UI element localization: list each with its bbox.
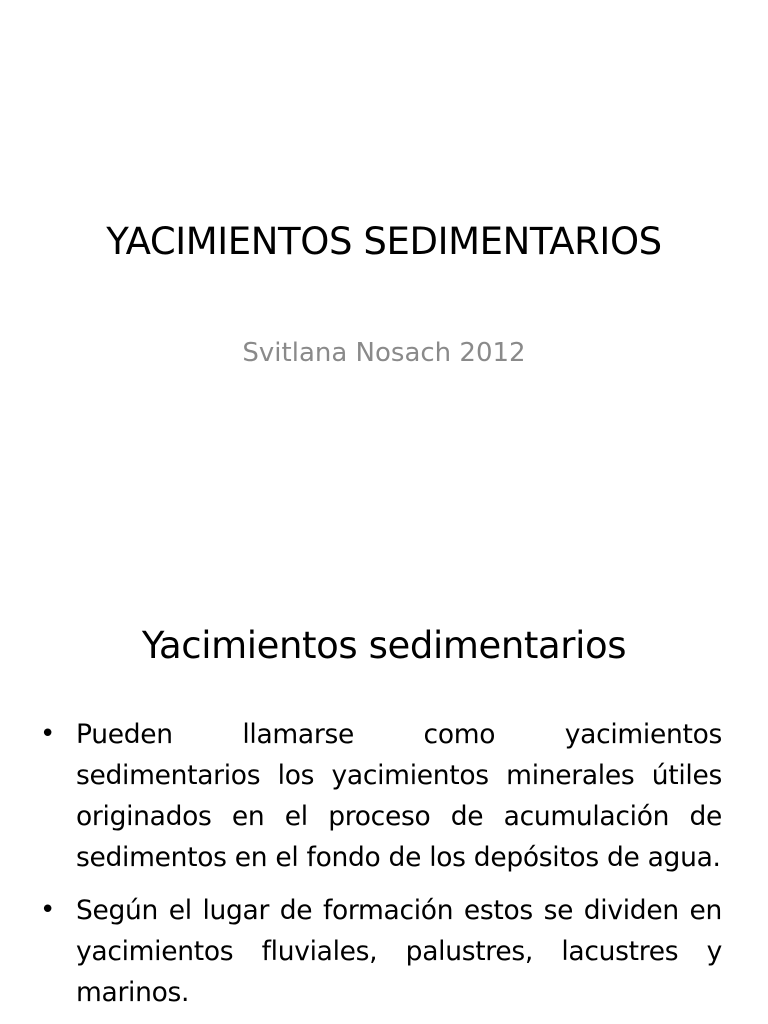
bullet-text: Según el lugar de formación estos se dividen en yacimientos fluviales, palustres, lacustres y marinos. (76, 895, 722, 1008)
content-slide (0, 576, 768, 1024)
bullet-icon: • (40, 895, 56, 925)
bullet-text: Pueden llamarse como yacimientos sedimentarios los yacimientos minerales útiles originados en el proceso de acumulación de sedimentos en el fondo de los depósitos de agua. (76, 719, 722, 873)
bullet-item (40, 890, 722, 1013)
bullet-list (40, 714, 722, 1024)
bullet-icon: • (40, 719, 56, 749)
slide-title: Yacimientos sedimentarios (141, 624, 627, 667)
bullet-item (40, 714, 722, 878)
slide-subtitle: Svitlana Nosach 2012 (242, 338, 526, 368)
slide-title: YACIMIENTOS SEDIMENTARIOS (106, 220, 662, 263)
